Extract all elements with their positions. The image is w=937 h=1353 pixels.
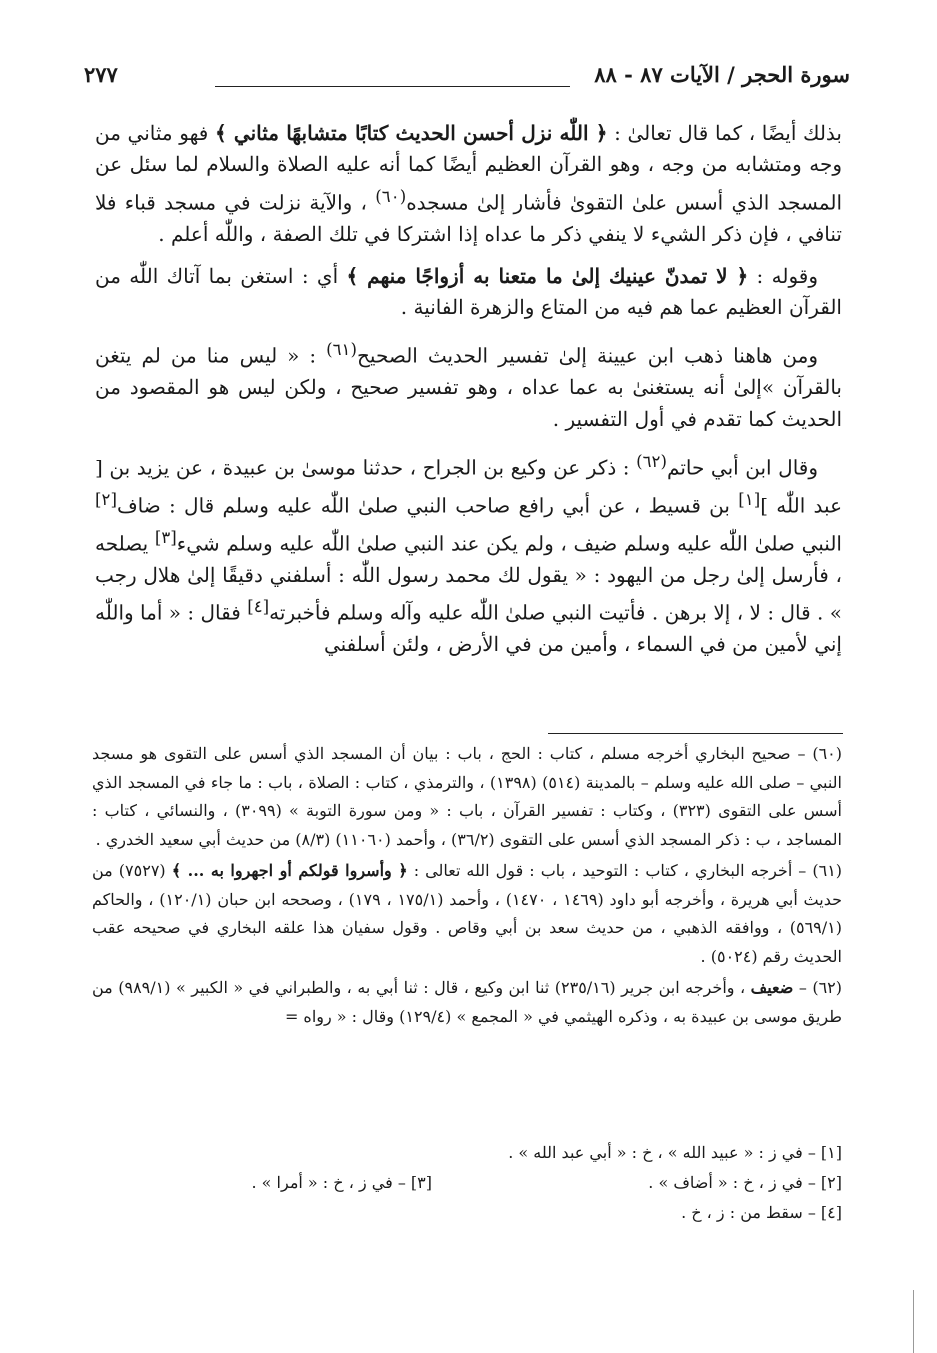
paragraph (95, 446, 842, 660)
footnotes (92, 740, 842, 1034)
variant-note-1: [١] – في ز : « عبيد الله » ، خ : « أبي عبد الله » . (508, 1143, 842, 1162)
footnote-ref[interactable]: (٦٠) (375, 186, 407, 206)
footnote-61 (92, 857, 842, 971)
text-run: : « ليس منا من لم يتغن بالقرآن »إلىٰ أنه يستغنىٰ به عما عداه ، وهو تفسير صحيح ، ولكن ليس هو المقصود من الحديث كما تقدم في أول التفسير . (95, 344, 842, 431)
text-run: بن قسيط ، عن أبي رافع صاحب النبي صلىٰ اللّٰه عليه وسلم قال : ضاف (116, 493, 739, 518)
text-run: يصلحه ، فأرسل إلىٰ رجل من اليهود : « يقول لك محمد رسول اللّٰه : أسلفني دقيقًا إلىٰ هلال رجب » . قال : لا ، إلا برهن . فأتيت النبي صلىٰ اللّٰه عليه وآله وسلم فأخبرته (95, 531, 842, 625)
running-title: سورة الحجر / الآيات ٨٧ - ٨٨ (594, 62, 850, 87)
footnote-ref[interactable]: (٦١) (326, 340, 358, 360)
text-run: وقال ابن أبي حاتم (667, 455, 819, 480)
variant-note-4: [٤] – سقط من : ز ، خ . (681, 1203, 842, 1222)
footnote-60: (٦٠) – صحيح البخاري أخرجه مسلم ، كتاب : الحج ، باب : بيان أن المسجد الذي أسس على التقوى هو مسجد النبي – صلى الله عليه وسلم – بالمدينة (٥١٤) (١٣٩٨) ، والترمذي ، كتاب : الصلاة ، باب : ما جاء في المسجد الذي أسس على التقوى (٣٢٣) ، وكتاب : تفسير القرآن ، باب : « ومن سورة التوبة » (٣٠٩٩) ، والنسائي ، كتاب : المساجد ، ب : ذكر المسجد الذي أسس على التقوى (٣٦/٢) ، وأحمد (١١٠٦٠) (٨/٣) من حديث أبي سعيد الخدري . (92, 744, 842, 849)
page-number: ٢٧٧ (84, 62, 118, 87)
text-run: (٧٥٢٧) من حديث أبي هريرة ، وأخرجه أبو داود (١٤٦٩ ، ١٤٧٠) ، وأحمد (١٧٥/١ ، ١٧٩) ، وصححه ابن حبان (١٢٠/١) ، والحاكم (٥٦٩/١) ، ووافقه الذهبي ، من حديث سعد بن أبي وقاص . وقول سفيان هذا علقه البخاري في صحيحه عقب الحديث رقم (٥٠٢٤) . (92, 861, 843, 966)
text-run: وقوله : (748, 263, 819, 288)
text-run: (٦٢) – (793, 978, 842, 997)
paragraph (95, 261, 842, 324)
text-run: أي : استغن بما آتاك اللّٰه من القرآن العظيم عما هم فيه من المتاع والزهرة الفانية . (95, 263, 842, 320)
text-run: ومن هاهنا ذهب ابن عيينة إلىٰ تفسير الحديث الصحيح (357, 344, 818, 369)
textual-variants (142, 1138, 842, 1228)
quran-verse: ﴿ وأسروا قولكم أو اجهروا به ... ﴾ (171, 861, 408, 880)
paragraph (95, 118, 842, 250)
variant-marker[interactable]: [١] (738, 489, 761, 509)
footnote-separator (548, 733, 843, 734)
text-run: النبي صلىٰ اللّٰه عليه وسلم ضيف ، ولم يكن عند النبي صلىٰ اللّٰه عليه وسلم شيء (176, 531, 842, 556)
text-run: ، والآية نزلت في مسجد قباء فلا تنافي ، فإن ذكر الشيء لا ينفي ذكر ما عداه إذا اشتركا في تلك الصفة ، واللّٰه أعلم . (95, 190, 842, 246)
text-run: فقال : « أما واللّٰه إني لأمين من في السماء ، وأمين من في الأرض ، ولئن أسلفني (95, 600, 842, 657)
text-run: ، وأخرجه ابن جرير (٢٣٥/١٦) ثنا ابن وكيع ، قال : ثنا أبي به ، والطبراني في « الكبير » (٩٨٩/١) من طريق موسى بن عبيدة به ، وذكره الهيثمي في « المجمع » (١٢٩/٤) وقال : « رواه = (92, 978, 842, 1026)
paragraph (95, 334, 842, 435)
variant-row (142, 1168, 842, 1198)
variant-note-2: [٢] – في ز ، خ : « أضاف » . (648, 1173, 842, 1192)
variant-marker[interactable]: [٣] (154, 527, 177, 547)
header-rule (215, 86, 570, 87)
text-run: بذلك أيضًا ، كما قال تعالىٰ : (607, 121, 842, 145)
text-run: فهو مثاني من وجه ومتشابه من وجه ، وهو القرآن العظيم أيضًا كما أنه عليه الصلاة والسلام لما سئل عن المسجد الذي أسس علىٰ التقوىٰ فأشار إلىٰ مسجده (95, 121, 842, 215)
variant-row (142, 1138, 842, 1168)
main-text (95, 118, 842, 660)
grading-label: ضعيف (750, 978, 794, 997)
page-header (70, 62, 850, 102)
quran-verse: ﴿ لا تمدنّ عينيك إلىٰ ما متعنا به أزواجًا منهم ﴾ (346, 263, 749, 288)
quran-verse: ﴿ اللّٰه نزل أحسن الحديث كتابًا متشابهًا مثاني ﴾ (214, 121, 608, 145)
variant-row (142, 1198, 842, 1228)
scan-edge-line (913, 1290, 914, 1353)
variant-marker[interactable]: [٤] (247, 597, 270, 617)
variant-marker[interactable]: [٢] (95, 489, 117, 509)
text-run: : ذكر عن وكيع بن الجراح ، حدثنا موسىٰ بن عبيدة ، عن يزيد بن [ عبد اللّٰه ] (95, 455, 842, 518)
text-run: (٦١) – أخرجه البخاري ، كتاب : التوحيد ، باب : قول الله تعالى : (407, 861, 843, 880)
variant-note-3: [٣] – في ز ، خ : « أمرا » . (251, 1173, 432, 1192)
footnote-ref[interactable]: (٦٢) (636, 451, 668, 471)
footnote-62 (92, 974, 842, 1031)
